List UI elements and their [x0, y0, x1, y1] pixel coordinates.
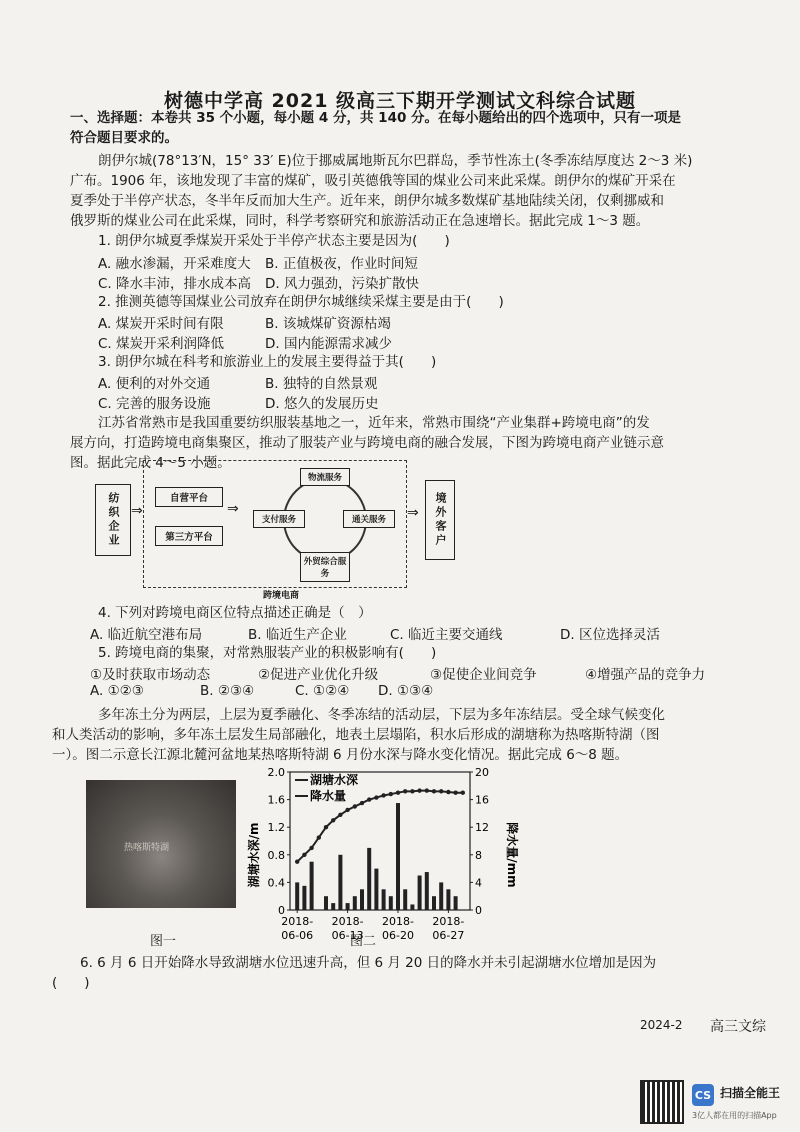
y-right-tick-label: 12 — [475, 821, 489, 835]
question-1-stem: 1. 朗伊尔城夏季煤炭开采处于半停产状态主要是因为( ) — [98, 233, 450, 249]
qr-code-icon — [640, 1080, 684, 1124]
scanner-name: 扫描全能王 — [720, 1086, 781, 1100]
passage1-line: 朗伊尔城(78°13′N，15° 33′ E)位于挪威属地斯瓦尔巴群岛，季节性冻土(冬季冻结厚度达 2～3 米) — [98, 153, 693, 169]
y-left-tick-label: 0.4 — [267, 876, 285, 890]
precipitation-bar — [360, 889, 364, 910]
q2-option-b: B. 该城煤矿资源枯竭 — [265, 316, 391, 332]
section-intro-cont: 符合题目要求的。 — [70, 130, 178, 146]
water-depth-point — [403, 789, 407, 793]
section-intro: 一、选择题：本卷共 35 个小题，每小题 4 分，共 140 分。在每小题给出的四个选项中，只有一项是 — [70, 110, 682, 126]
precipitation-bar — [295, 882, 299, 910]
legend-precip-label: 降水量 — [310, 789, 347, 803]
footer-date: 2024-2 — [640, 1018, 683, 1032]
x-tick-label-year: 2018- — [432, 915, 465, 928]
self-platform-box: 自营平台 — [155, 487, 223, 507]
y-left-tick-label: 1.6 — [267, 793, 285, 807]
q3-option-c: C. 完善的服务设施 — [98, 396, 211, 412]
water-depth-point — [317, 835, 321, 839]
q5-option-a: A. ①②③ — [90, 683, 144, 699]
x-tick-label-year: 2018- — [382, 915, 414, 928]
third-party-platform-box: 第三方平台 — [155, 526, 223, 546]
page-title: 树德中学高 2021 级高三下期开学测试文科综合试题 — [163, 90, 637, 112]
footer-subject: 高三文综 — [710, 1019, 766, 1035]
water-depth-point — [381, 793, 385, 797]
arrow-right-icon: ⇒ — [227, 501, 239, 517]
y-left-tick-label: 1.2 — [267, 821, 285, 835]
y-left-tick-label: 0.8 — [267, 848, 285, 862]
x-tick-label-date: 06-27 — [432, 929, 465, 942]
q1-option-d: D. 风力强劲，污染扩散快 — [265, 276, 419, 292]
foreign-trade-service-box: 外贸综合服务 — [300, 552, 350, 582]
photo-label: 热喀斯特湖 — [124, 843, 170, 853]
precipitation-bar — [439, 882, 443, 910]
precipitation-bar — [331, 903, 335, 910]
y-left-tick-label: 2.0 — [267, 766, 285, 779]
diagram-caption: 跨境电商 — [263, 591, 300, 601]
water-depth-point — [410, 789, 414, 793]
water-depth-point — [302, 853, 306, 857]
question-6-stem: 6. 6 月 6 日开始降水导致湖塘水位迅速升高，但 6 月 20 日的降水并未引起湖塘水位增加是因为 — [80, 955, 657, 971]
precipitation-bar — [346, 903, 350, 910]
precipitation-bar — [310, 862, 314, 910]
passage3-line: 和人类活动的影响，多年冻土层发生局部融化，地表土层塌陷，积水后形成的湖塘称为热喀斯特湖（图 — [52, 727, 660, 743]
q5-statement-4: ④增强产品的竞争力 — [585, 667, 706, 683]
water-depth-point — [389, 792, 393, 796]
precipitation-bar — [374, 869, 378, 910]
y-right-tick-label: 20 — [475, 766, 489, 779]
x-tick-label-date: 06-13 — [331, 929, 364, 942]
x-tick-label-date: 06-20 — [382, 929, 414, 942]
y-right-tick-label: 8 — [475, 848, 482, 862]
q4-option-d: D. 区位选择灵活 — [560, 627, 660, 643]
q3-option-d: D. 悠久的发展历史 — [265, 396, 379, 412]
arrow-right-icon: ⇒ — [407, 505, 419, 521]
water-depth-point — [461, 791, 465, 795]
x-tick-label-date: 06-06 — [281, 929, 314, 942]
precipitation-bar — [338, 855, 342, 910]
precipitation-bar — [403, 889, 407, 910]
y-right-tick-label: 4 — [475, 876, 482, 890]
question-3-stem: 3. 朗伊尔城在科考和旅游业上的发展主要得益于其( ) — [98, 354, 437, 370]
precipitation-bar — [425, 872, 429, 910]
passage1-line: 广布。1906 年，该地发现了丰富的煤矿，吸引英德俄等国的煤业公司来此采煤。朗伊尔的煤矿开采在 — [70, 173, 676, 189]
textile-enterprise-box: 纺织企业 — [95, 484, 131, 556]
precipitation-bar — [410, 904, 414, 910]
water-depth-point — [439, 789, 443, 793]
y-right-tick-label: 16 — [475, 793, 489, 807]
water-depth-point — [345, 808, 349, 812]
water-depth-point — [367, 797, 371, 801]
y-right-axis-label: 降水量/mm — [505, 822, 519, 888]
water-depth-point — [396, 791, 400, 795]
q4-option-b: B. 临近生产企业 — [248, 627, 347, 643]
water-depth-point — [309, 846, 313, 850]
water-depth-point — [425, 788, 429, 792]
precipitation-bar — [382, 889, 386, 910]
passage2-line: 图。据此完成 4～5 小题。 — [70, 455, 231, 471]
x-tick-label-year: 2018- — [331, 915, 364, 928]
q4-option-a: A. 临近航空港布局 — [90, 627, 203, 643]
x-tick-label-year: 2018- — [281, 915, 314, 928]
q4-option-c: C. 临近主要交通线 — [390, 627, 503, 643]
q5-option-b: B. ②③④ — [200, 683, 255, 699]
q1-option-b: B. 正值极夜，作业时间短 — [265, 256, 418, 272]
precipitation-bar — [396, 803, 400, 910]
passage3-line: 一）。图二示意长江源北麓河盆地某热喀斯特湖 6 月份水深与降水变化情况。据此完成 6～8 题。 — [52, 747, 629, 763]
q2-option-d: D. 国内能源需求减少 — [265, 336, 392, 352]
payment-service-box: 支付服务 — [253, 510, 305, 528]
water-depth-point — [374, 795, 378, 799]
passage2-line: 江苏省常熟市是我国重要纺织服装基地之一，近年来，常熟市围绕“产业集群+跨境电商”的发 — [98, 415, 650, 431]
q5-option-c: C. ①②④ — [295, 683, 350, 699]
question-4-stem: 4. 下列对跨境电商区位特点描述正确是（ ） — [98, 605, 372, 621]
y-right-tick-label: 0 — [475, 904, 482, 917]
q3-option-a: A. 便利的对外交通 — [98, 376, 211, 392]
legend-depth-label: 湖塘水深 — [310, 773, 359, 787]
passage1-line: 夏季处于半停产状态，冬半年反而加大生产。近年来，朗伊尔城多数煤矿基地陆续关闭，仅剩挪威和 — [70, 193, 664, 209]
q5-statement-1: ①及时获取市场动态 — [90, 667, 211, 683]
scanner-slogan: 3亿人都在用的扫描App — [692, 1111, 777, 1120]
q5-statement-3: ③促使企业间竞争 — [430, 667, 537, 683]
precipitation-bar — [302, 886, 306, 910]
precipitation-bar — [389, 896, 393, 910]
water-depth-point — [453, 791, 457, 795]
precipitation-bar — [353, 896, 357, 910]
y-left-tick-label: 0 — [278, 904, 285, 917]
y-left-axis-label: 湖塘水深/m — [247, 822, 261, 888]
q2-option-c: C. 煤炭开采利润降低 — [98, 336, 225, 352]
q1-option-c: C. 降水丰沛，排水成本高 — [98, 276, 252, 292]
water-depth-point — [432, 789, 436, 793]
precipitation-bar — [432, 896, 436, 910]
water-depth-point — [417, 788, 421, 792]
water-depth-point — [331, 818, 335, 822]
logistics-service-box: 物流服务 — [300, 468, 350, 486]
question-5-stem: 5. 跨境电商的集聚，对常熟服装产业的积极影响有( ) — [98, 645, 437, 661]
water-depth-point — [360, 801, 364, 805]
precipitation-bar — [367, 848, 371, 910]
arrow-right-icon: ⇒ — [131, 503, 143, 519]
industry-chain-diagram — [95, 472, 455, 602]
precipitation-bar — [324, 896, 328, 910]
figure-1-caption: 图一 — [150, 934, 177, 949]
q1-option-a: A. 融水渗漏，开采难度大 — [98, 256, 251, 272]
figure-2-caption: 图二 — [350, 934, 377, 949]
passage1-line: 俄罗斯的煤业公司在此采煤，同时，科学考察研究和旅游活动正在急速增长。据此完成 1～3 题。 — [70, 213, 650, 229]
q5-option-d: D. ①③④ — [378, 683, 434, 699]
precipitation-bar — [446, 889, 450, 910]
q3-option-b: B. 独特的自然景观 — [265, 376, 378, 392]
customs-service-box: 通关服务 — [343, 510, 395, 528]
water-depth-point — [338, 813, 342, 817]
passage2-line: 展方向，打造跨境电商集聚区，推动了服装产业与跨境电商的融合发展，下图为跨境电商产业链示意 — [70, 435, 664, 451]
passage3-line: 多年冻土分为两层，上层为夏季融化、冬季冻结的活动层，下层为多年冻结层。受全球气候变化 — [98, 707, 665, 723]
overseas-customer-box: 境外客户 — [425, 480, 455, 560]
precipitation-bar — [418, 876, 422, 911]
q5-statement-2: ②促进产业优化升级 — [258, 667, 379, 683]
precipitation-bar — [454, 896, 458, 910]
question-6-answer: ( ) — [52, 975, 90, 991]
water-depth-point — [295, 860, 299, 864]
water-depth-point — [353, 804, 357, 808]
camscanner-logo: CS — [692, 1084, 714, 1106]
depth-precipitation-chart — [240, 760, 530, 950]
question-2-stem: 2. 推测英德等国煤业公司放弃在朗伊尔城继续采煤主要是由于( ) — [98, 294, 504, 310]
water-depth-point — [446, 790, 450, 794]
q2-option-a: A. 煤炭开采时间有限 — [98, 316, 224, 332]
water-depth-point — [324, 825, 328, 829]
thermokarst-lake-photo — [86, 780, 236, 908]
